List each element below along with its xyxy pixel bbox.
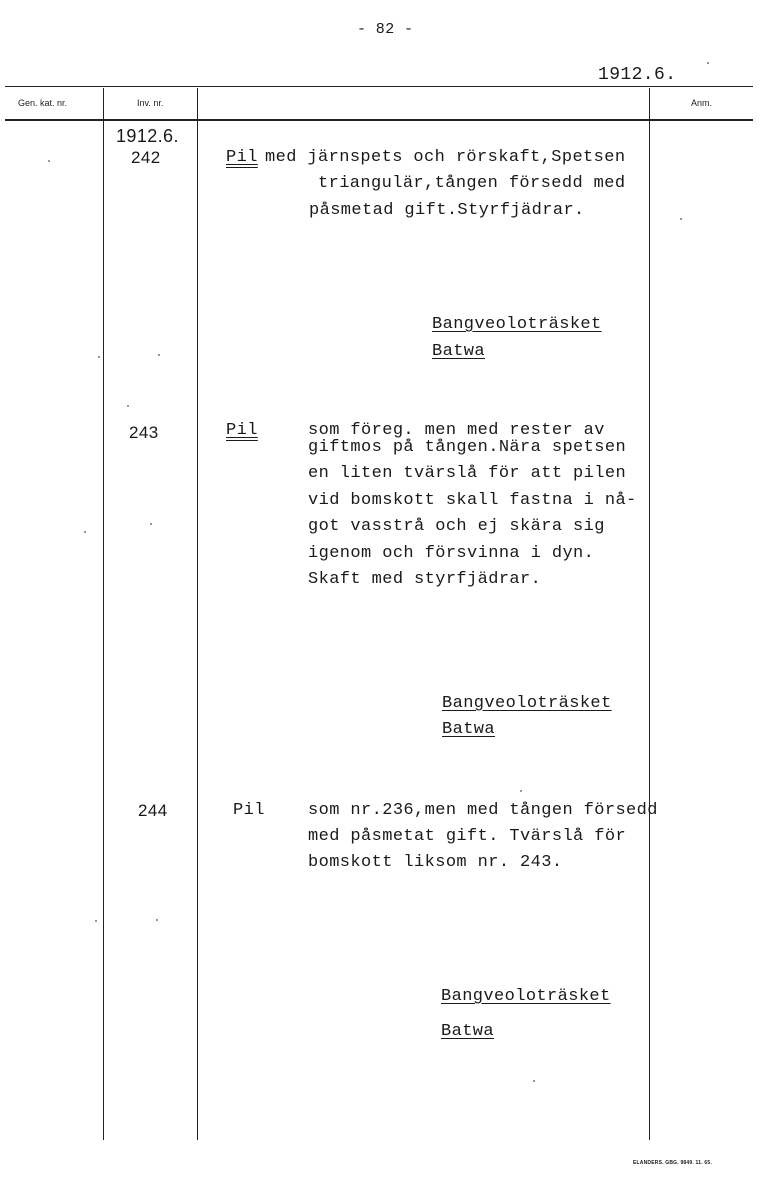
scan-speck: [48, 160, 50, 162]
description-line: Skaft med styrfjädrar.: [308, 570, 542, 589]
printer-mark: ELANDERS. GBG. 9849. 11. 65.: [633, 1160, 712, 1166]
scan-speck: [156, 919, 158, 921]
scan-speck: [158, 354, 160, 356]
description-line: got vasstrå och ej skära sig: [308, 517, 605, 536]
inv-number: 242: [131, 148, 161, 167]
column-header-anm: Anm.: [691, 98, 713, 108]
object-name: Pil: [226, 421, 258, 440]
object-name: Pil: [233, 801, 265, 820]
object-name: Pil: [226, 148, 258, 167]
people-name: Batwa: [442, 720, 496, 739]
scan-speck: [680, 218, 682, 220]
description-line: som nr.236,men med tången försedd: [308, 801, 658, 820]
inv-number: 243: [129, 423, 159, 442]
scan-speck: [533, 1080, 535, 1082]
place-name: Bangveoloträsket: [432, 315, 602, 334]
description-line: med järnspets och rörskaft,Spetsen: [265, 148, 626, 167]
header-top-rule: [5, 86, 753, 87]
column-divider-inv-desc: [197, 88, 198, 1140]
description-line: igenom och försvinna i dyn.: [308, 544, 595, 563]
scan-speck: [150, 523, 152, 525]
description-line: påsmetad gift.Styrfjädrar.: [309, 201, 585, 220]
description-line: bomskott liksom nr. 243.: [308, 853, 563, 872]
scan-speck: [95, 920, 97, 922]
scan-speck: [127, 405, 129, 407]
header-bottom-rule: [5, 119, 753, 121]
place-name: Bangveoloträsket: [441, 987, 611, 1006]
page-number: - 82 -: [357, 21, 414, 38]
place-name: Bangveoloträsket: [442, 694, 612, 713]
scan-speck: [84, 531, 86, 533]
description-line: vid bomskott skall fastna i nå-: [308, 491, 637, 510]
column-divider-desc-anm: [649, 88, 650, 1140]
description-line: triangulär,tången försedd med: [318, 174, 626, 193]
description-line: med påsmetat gift. Tvärslå för: [308, 827, 627, 846]
people-name: Batwa: [432, 342, 486, 361]
year-header: 1912.6.: [598, 65, 677, 85]
inv-number: 244: [138, 801, 168, 820]
people-name: Batwa: [441, 1022, 495, 1041]
inv-prefix: 1912.6.: [116, 126, 179, 146]
description-line: som föreg. men med rester av: [308, 421, 605, 440]
description-line: en liten tvärslå för att pilen: [308, 464, 627, 483]
scan-speck: [520, 790, 522, 792]
column-header-inv: Inv. nr.: [137, 98, 164, 108]
scan-speck: [707, 62, 709, 64]
column-divider-gen-inv: [103, 88, 104, 1140]
scan-speck: [98, 356, 100, 358]
description-line: giftmos på tången.Nära spetsen: [308, 438, 627, 457]
column-header-gen-kat: Gen. kat. nr.: [18, 98, 68, 108]
